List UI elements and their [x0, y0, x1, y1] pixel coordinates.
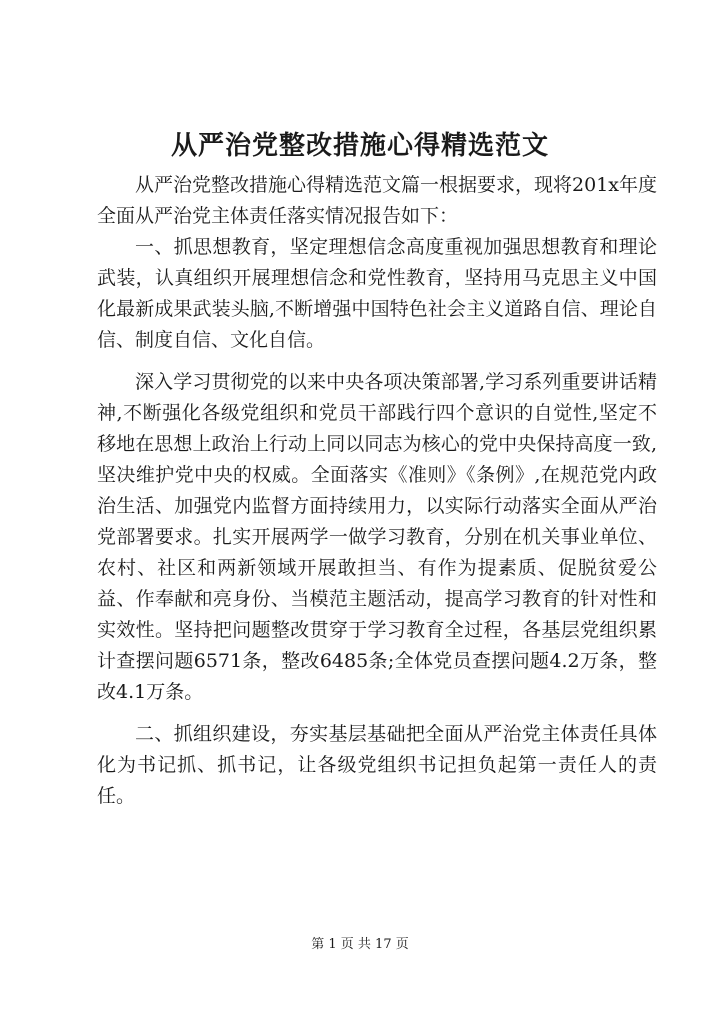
document-body [97, 170, 657, 812]
paragraph-section-two: 二、抓组织建设，夯实基层基础把全面从严治党主体责任具体化为书记抓、抓书记，让各级党组织书记担负起第一责任人的责任。 [97, 723, 657, 807]
paragraph-section-one: 一、抓思想教育，坚定理想信念高度重视加强思想教育和理论武装，认真组织开展理想信念和党性教育，坚持用马克思主义中国化最新成果武装头脑,不断增强中国特色社会主义道路自信、理论自信、制度自信、文化自信。 [97, 236, 657, 351]
paragraph-study-deployment: 深入学习贯彻党的以来中央各项决策部署,学习系列重要讲话精神,不断强化各级党组织和党员干部践行四个意识的自觉性,坚定不移地在思想上政治上行动上同以同志为核心的党中央保持高度一致,坚决维护党中央的权威。全面落实《准则》《条例》,在规范党内政治生活、加强党内监督方面持续用力，以实际行动落实全面从严治党部署要求。扎实开展两学一做学习教育，分别在机关事业单位、农村、社区和两新领域开展敢担当、有作为提素质、促脱贫爱公益、作奉献和亮身份、当模范主题活动，提高学习教育的针对性和实效性。坚持把问题整改贯穿于学习教育全过程，各基层党组织累计查摆问题6571条，整改6485条;全体党员查摆问题4.2万条，整改4.1万条。 [97, 371, 657, 703]
paragraph-intro: 从严治党整改措施心得精选范文篇一根据要求，现将201x年度全面从严治党主体责任落实情况报告如下： [97, 174, 657, 227]
page-footer: 第 1 页 共 17 页 [311, 937, 409, 952]
document-title: 从严治党整改措施心得精选范文 [170, 131, 549, 161]
